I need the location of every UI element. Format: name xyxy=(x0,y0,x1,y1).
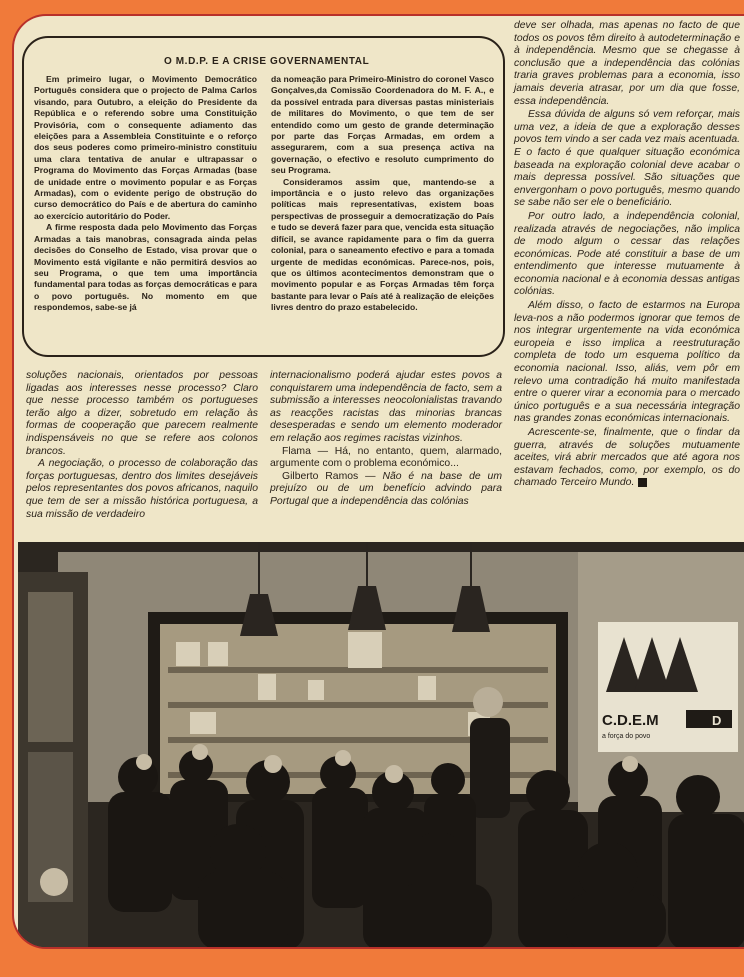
right-paragraph-1: deve ser olhada, mas apenas no facto de que todos os povos têm direito à autodeterminação e à independência. Mesmo que se chegasse à conclusão que a independência das colónias traria graves problemas para a economia, isso jamais deveria atrasar, por um dia que fosse, essa independência. xyxy=(514,20,740,107)
poster-tag: D xyxy=(712,713,722,728)
poster-text: C.D.E.M xyxy=(602,712,659,729)
box-columns xyxy=(34,74,494,354)
gilberto-speaker: Gilberto Ramos — xyxy=(282,470,383,482)
lower-column-2 xyxy=(270,370,502,509)
flama-speaker: Flama — xyxy=(282,445,335,457)
lower-column-1 xyxy=(26,370,258,521)
right-paragraph-4: Além disso, o facto de estarmos na Europa leva-nos a não podermos ignorar que temos de nos integrar urgentemente na vida económica europeia e isso implica a reestruturação completa de todo um esquema político da economia nacional. Isso, aliás, vem pôr em relevo uma contradição há muito manifestada entre o querer virar a economia para o mercado único português e a sua necessária integração nas grandes zonas económicas internacionais. xyxy=(514,300,740,425)
end-of-article-mark xyxy=(638,478,647,487)
poster-tag-block xyxy=(686,710,732,728)
poster-small-text: a força do povo xyxy=(602,733,651,740)
flama-question: Há, no entanto, quem, alarmado, argumente com o problema económico... xyxy=(270,445,502,470)
right-paragraph-5: Acrescente-se, finalmente, que o findar da guerra, através de soluções mutuamente aceites, virá abrir mercados que até agora nos estavam fechados, como, por exemplo, os do chamado Terceiro Mundo. xyxy=(514,427,740,489)
lower-col1-paragraph-1: soluções nacionais, orientados por pessoas ligadas aos interesses nesse processo? Claro que nesse processo também os portugueses terão algo a dizer, sobretudo em relação às formas de cooperação que parecem realmente indispensáveis no que se refere aos colonos brancos. xyxy=(26,370,258,457)
box-column-1 xyxy=(34,74,257,354)
box-column-2 xyxy=(271,74,494,354)
right-paragraph-3: Por outro lado, a independência colonial, realizada através de negociações, não implica de modo algum o cessar das relações económicas. Pode até constituir a base de um entendimento que interesse mutuamente à economia nacional e à economia dessas antigas colónias. xyxy=(514,210,740,298)
right-column xyxy=(514,20,740,491)
meeting-photograph xyxy=(18,542,744,949)
box-col1-paragraph-2: A firme resposta dada pelo Movimento das Forças Armadas a tais manobras, consagrada ainda pelas decisões do Conselho de Estado, visa provar que o Movimento está vigilante e não permitirá desvios ao seu Programa, o que tem uma importância fundamental para todas as forças democráticas e para o povo português. No momento em que respondemos, sabe-se já xyxy=(34,222,257,313)
right-paragraph-2: Essa dúvida de alguns só vem reforçar, mais uma vez, a ideia de que a exploração desses povos tem vindo a ser cada vez mais acentuada. E o facto é que qualquer situação económica baseada na exploração colonial deve acabar o mais depressa possível. São situações que envergonham o povo português, mesmo quando se sabe não ser ele o beneficiário. xyxy=(514,109,740,209)
gilberto-answer: Não é na base de um prejuízo ou de um benefício advindo para Portugal que a independência das colónias xyxy=(270,470,502,507)
box-col2-paragraph-2: Consideramos assim que, mantendo-se a importância e o justo relevo das organizações políticas mais representativas, existem boas perspectivas de prosseguir a democratização do País e tudo se deverá fazer para que, vencida esta situação difícil, se avance rapidamente para o fim da guerra colonial, para o saneamento efectivo e para a tomada urgente de medidas económicas. Parece-nos, pois, que os últimos acontecimentos demonstram que o movimento popular e as Forças Armadas têm força bastante para levar o País até à realização de eleições livres dentro do prazo estabelecido. xyxy=(271,176,494,313)
lower-col2-intro: internacionalismo poderá ajudar estes povos a conquistarem uma independência de facto, sem a submissão a interesses neocolonialistas travando as reacções racistas das minorias brancas desesperadas e sendo um elemento moderador em relação aos regimes racistas vizinhos. xyxy=(270,370,502,444)
box-col1-paragraph-1: Em primeiro lugar, o Movimento Democrático Português considera que o projecto de Palma Carlos visando, para Outubro, a eleição do Presidente da República e o referendo sobre uma Constituição Provisória, com o consequente adiamento das eleições para a Assembleia Constituinte e o reforço dos seus poderes como primeiro-ministro constituiu uma clara tentativa de anular e ultrapassar o Programa do Movimento das Forças Armadas (base de unidade entre o movimento popular e as Forças Armadas), com o evidente perigo de obstrução do curso democrático do País e de abertura do caminho ao exercício autoritário do Poder. xyxy=(34,74,257,221)
box-col2-paragraph-1: da nomeação para Primeiro-Ministro do coronel Vasco Gonçalves,da Comissão Coordenadora do M. F. A., e da possível entrada para diversas pastas ministeriais de militares do Movimento, o que tem de ser entendido como um gesto de grande determinação por parte das Forças Armadas, em ordem a assegurarem, com a sua presença activa na governação, o efectivo e resoluto cumprimento do seu Programa. xyxy=(271,74,494,176)
magazine-page xyxy=(12,14,744,949)
meeting-photo-illustration xyxy=(18,542,744,949)
lower-col1-paragraph-2: A negociação, o processo de colaboração das forças portuguesas, dentro dos limites desejáveis pelos representantes dos povos africanos, naquilo que tem de ser a missão histórica portuguesa, a sua missão de verdadeiro xyxy=(26,458,258,520)
box-title: O M.D.P. E A CRISE GOVERNAMENTAL xyxy=(164,56,370,67)
